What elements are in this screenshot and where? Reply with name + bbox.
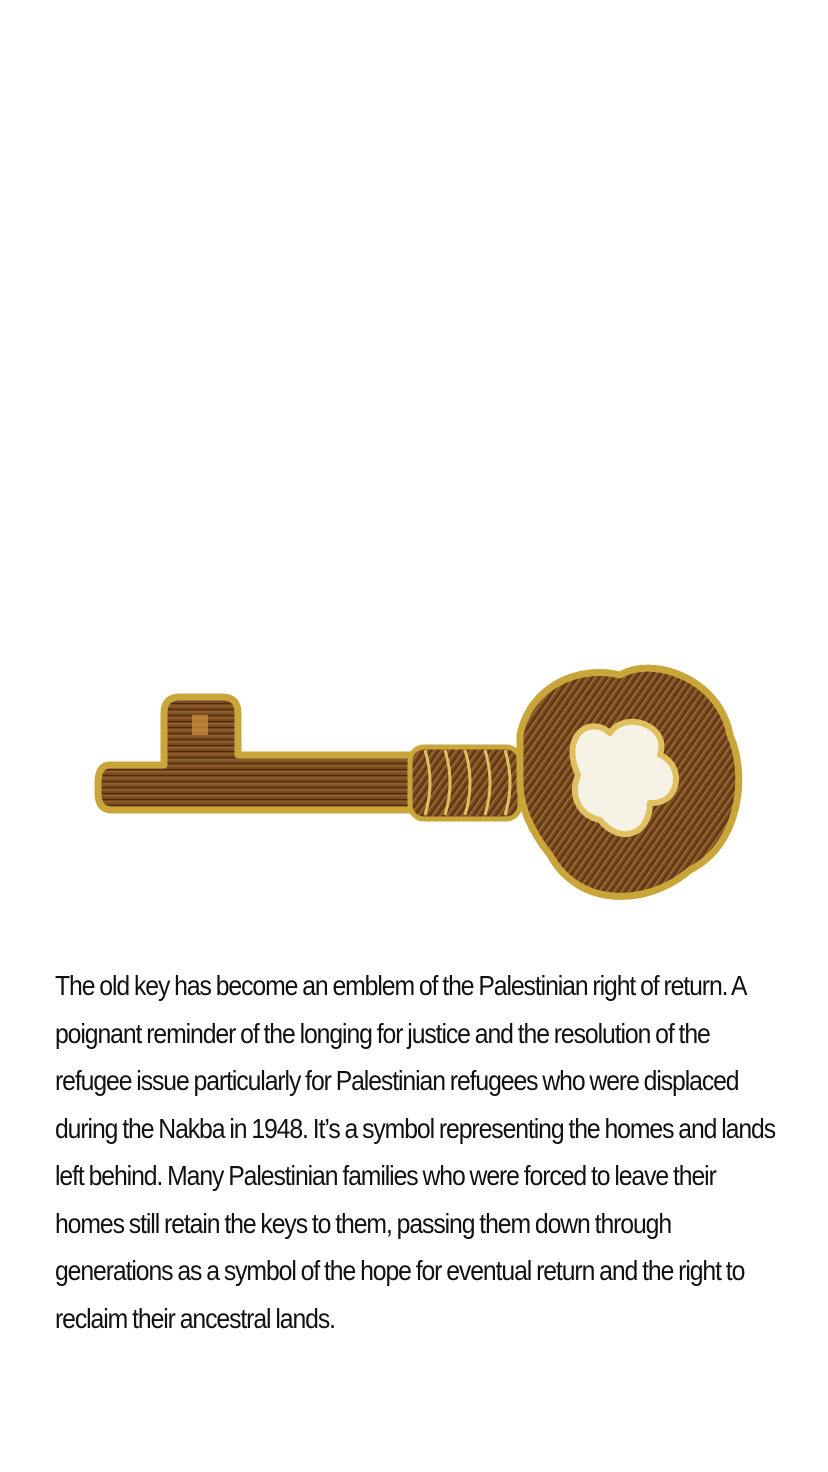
embroidered-key-icon: [80, 655, 750, 915]
caption-text: The old key has become an emblem of the Palestinian right of return. A poignant reminder of the longing for justice and the resolution of the refugee issue particularly for Palestinian refugees who were displaced during the Nakba in 1948. It’s a symbol representing the homes and lands left behind. Many Palestinian families who were forced to leave their homes still retain the keys to them, passing them down through generations as a symbol of the hope for eventual return and the right to reclaim their ancestral lands.: [55, 970, 775, 1334]
key-image: [80, 655, 750, 915]
